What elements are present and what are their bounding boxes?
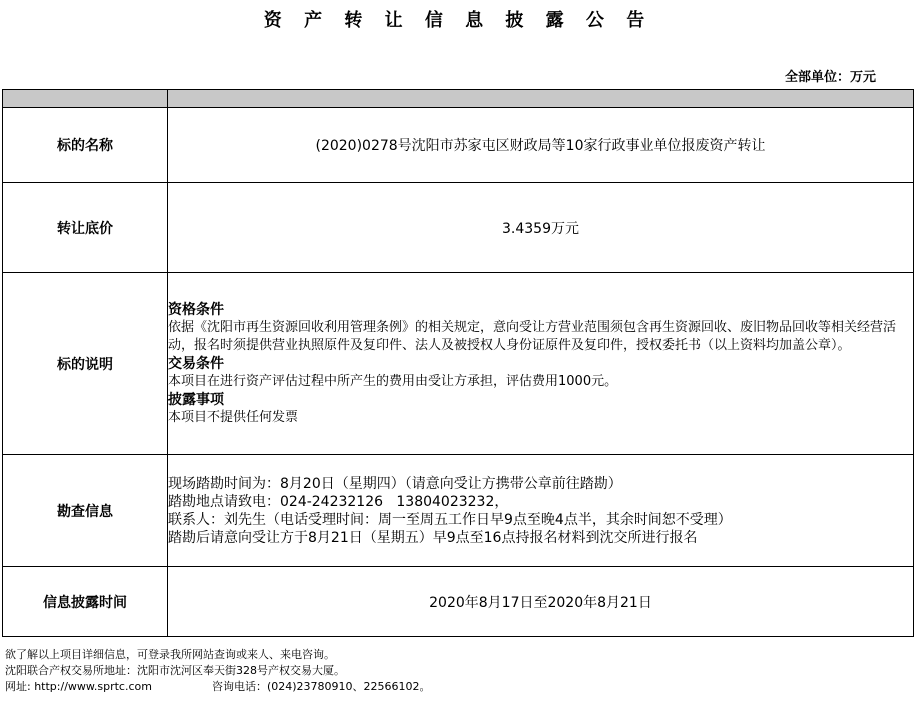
qualification-heading: 资格条件	[168, 301, 224, 318]
table-row	[3, 183, 914, 273]
page-title: 资 产 转 让 信 息 披 露 公 告	[263, 10, 653, 31]
table-row	[3, 455, 914, 567]
table-row	[3, 108, 914, 183]
subject-description	[168, 273, 914, 455]
disclosure-table	[2, 89, 914, 637]
row-label-survey: 勘查信息	[3, 455, 168, 567]
row-label-price: 转让底价	[3, 183, 168, 273]
reserve-price: 3.4359万元	[168, 183, 914, 273]
trade-heading: 交易条件	[168, 355, 224, 372]
header-cell-value	[168, 90, 914, 108]
unit-note: 全部单位：万元	[784, 70, 876, 85]
row-label-desc: 标的说明	[3, 273, 168, 455]
website-link[interactable]: 网址: http://www.sprtc.com	[5, 680, 152, 693]
survey-time: 现场踏勘时间为：8月20日（星期四）（请意向受让方携带公章前往踏勘）	[168, 475, 622, 492]
header-cell-label	[3, 90, 168, 108]
disclosure-heading: 披露事项	[168, 391, 224, 408]
survey-contact: 联系人：刘先生（电话受理时间：周一至周五工作日早9点至晚4点半，其余时间恕不受理）	[168, 511, 732, 528]
survey-phone: 踏勘地点请致电：024-24232126 13804023232，	[168, 493, 509, 510]
row-label-time: 信息披露时间	[3, 567, 168, 637]
disclosure-text: 本项目不提供任何发票	[168, 409, 299, 425]
trade-text: 本项目在进行资产评估过程中所产生的费用由受让方承担，评估费用1000元。	[168, 373, 618, 389]
row-label-name: 标的名称	[3, 108, 168, 183]
subject-name: (2020)0278号沈阳市苏家屯区财政局等10家行政事业单位报废资产转让	[168, 108, 914, 183]
survey-info	[168, 455, 914, 567]
qualification-text: 依据《沈阳市再生资源回收利用管理条例》的相关规定，意向受让方营业范围须包含再生资源回收、废旧物品回收等相关经营活动，报名时须提供营业执照原件及复印件、法人及被授权人身份证原件及复印件，授权委托书（以上资料均加盖公章）。	[168, 319, 897, 353]
table-row	[3, 273, 914, 455]
disclosure-period: 2020年8月17日至2020年8月21日	[168, 567, 914, 637]
footer	[5, 647, 431, 695]
footer-contact-line	[5, 679, 431, 695]
table-header-row	[3, 90, 914, 108]
table-row	[3, 567, 914, 637]
footer-address: 沈阳联合产权交易所地址：沈阳市沈河区奉天街328号产权交易大厦。	[5, 664, 345, 677]
survey-registration: 踏勘后请意向受让方于8月21日（星期五）早9点至16点持报名材料到沈交所进行报名	[168, 529, 698, 546]
footer-info: 欲了解以上项目详细信息，可登录我所网站查询或来人、来电咨询。	[5, 648, 335, 661]
consult-phone: 咨询电话：(024)23780910、22566102。	[211, 680, 431, 693]
